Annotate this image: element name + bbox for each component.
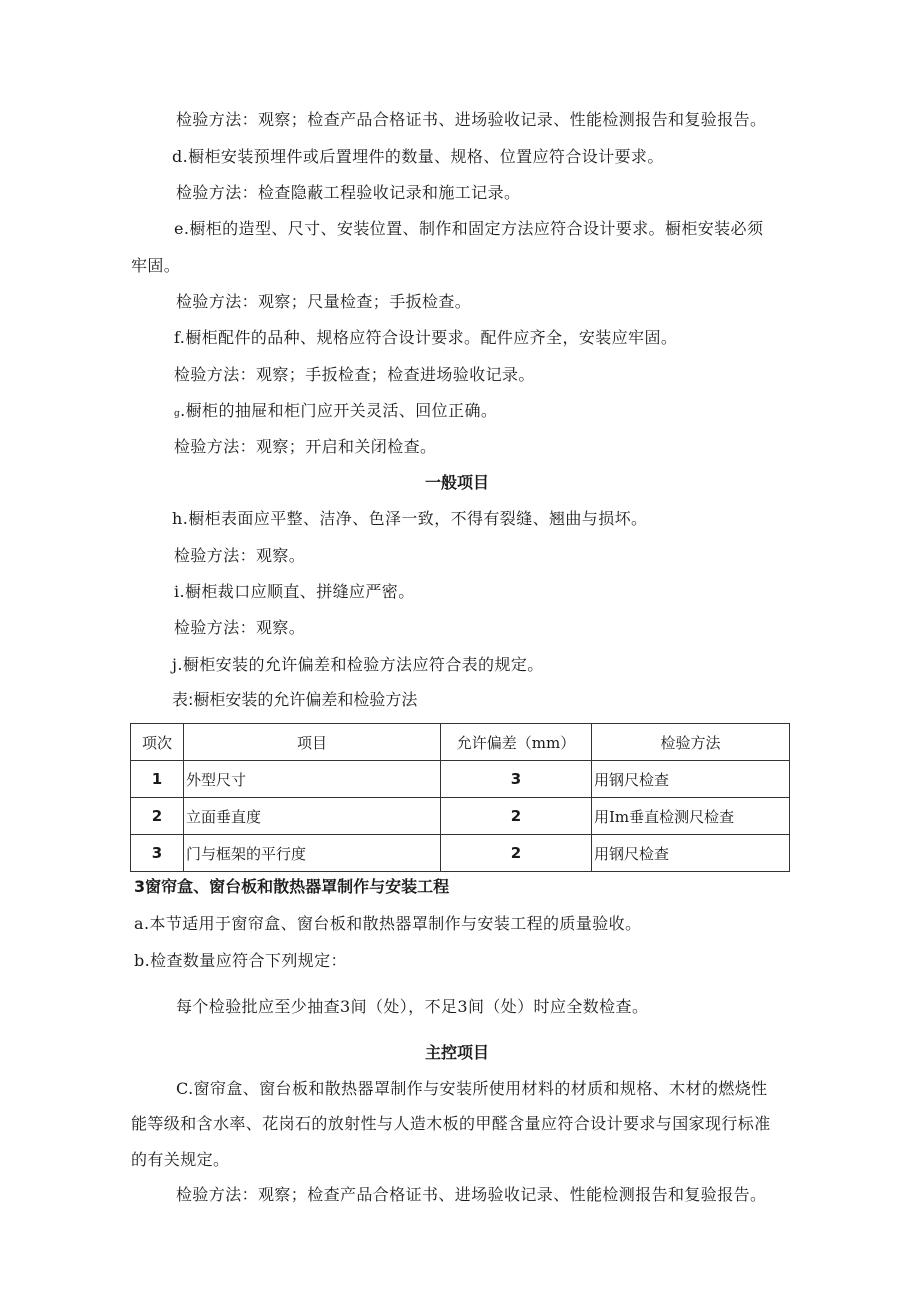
text-line: 每个检验批应至少抽查3间（处），不足3间（处）时应全数检查。 <box>176 997 649 1016</box>
text-line: 的有关规定。 <box>131 1150 230 1169</box>
table-cell: 门与框架的平行度 <box>184 835 441 872</box>
section-heading-main: 主控项目 <box>425 1043 490 1062</box>
text-line: b.检查数量应符合下列规定： <box>134 951 347 970</box>
table-row <box>131 835 790 872</box>
text-line: 检验方法：观察。 <box>174 546 306 565</box>
text-line: 能等级和含水率、花岗石的放射性与人造木板的甲醛含量应符合设计要求与国家现行标准 <box>131 1114 771 1133</box>
table-cell: 用钢尺检查 <box>592 835 790 872</box>
table-cell: 外型尺寸 <box>184 761 441 798</box>
table-row <box>131 798 790 835</box>
table-cell: 3 <box>441 761 592 798</box>
table-cell: 立面垂直度 <box>184 798 441 835</box>
table-title: 表:橱柜安装的允许偏差和检验方法 <box>172 690 418 709</box>
header-cell: 项目 <box>184 724 441 761</box>
header-cell: 检验方法 <box>592 724 790 761</box>
text-line: C.窗帘盒、窗台板和散热器罩制作与安装所使用材料的材质和规格、木材的燃烧性 <box>176 1079 768 1098</box>
text-line: 检验方法：检查隐蔽工程验收记录和施工记录。 <box>176 183 521 202</box>
text-line: d.橱柜安装预埋件或后置埋件的数量、规格、位置应符合设计要求。 <box>172 147 664 166</box>
table-cell: 3 <box>131 835 184 872</box>
text-line: 检验方法：观察；检查产品合格证书、进场验收记录、性能检测报告和复验报告。 <box>176 110 767 129</box>
item-letter: g <box>174 409 181 419</box>
text-line: e.橱柜的造型、尺寸、安装位置、制作和固定方法应符合设计要求。橱柜安装必须 <box>174 219 764 238</box>
text-line: f.橱柜配件的品种、规格应符合设计要求。配件应齐全，安装应牢固。 <box>174 328 678 347</box>
table-cell: 用钢尺检查 <box>592 761 790 798</box>
text-line: j.橱柜安装的允许偏差和检验方法应符合表的规定。 <box>172 655 544 674</box>
table-cell: 2 <box>131 798 184 835</box>
section-heading-3: 3窗帘盒、窗台板和散热器罩制作与安装工程 <box>134 877 450 896</box>
text-line: 检验方法：观察；检查产品合格证书、进场验收记录、性能检测报告和复验报告。 <box>176 1185 767 1204</box>
tolerance-table <box>130 723 790 872</box>
section-heading-general: 一般项目 <box>425 473 490 492</box>
text-line: h.橱柜表面应平整、洁净、色泽一致，不得有裂缝、翘曲与损坏。 <box>172 509 648 528</box>
header-cell: 允许偏差（mm） <box>441 724 592 761</box>
text-line <box>174 400 497 425</box>
text-line: 检验方法：观察；开启和关闭检查。 <box>174 437 437 456</box>
table-header-row <box>131 724 790 761</box>
text-line: a.本节适用于窗帘盒、窗台板和散热器罩制作与安装工程的质量验收。 <box>134 914 642 933</box>
table-cell: 2 <box>441 798 592 835</box>
text-line: 牢固。 <box>131 256 181 275</box>
text-line: i.橱柜裁口应顺直、拼缝应严密。 <box>174 582 415 601</box>
table-cell: 2 <box>441 835 592 872</box>
table-row <box>131 761 790 798</box>
text-line: 检验方法：观察；尺量检查；手扳检查。 <box>176 292 472 311</box>
table-cell: 用Im垂直检测尺检查 <box>592 798 790 835</box>
text-line: 检验方法：观察。 <box>174 618 306 637</box>
text-line: 检验方法：观察；手扳检查；检查进场验收记录。 <box>174 365 535 384</box>
header-cell: 项次 <box>131 724 184 761</box>
text-content: .橱柜的抽屉和柜门应开关灵活、回位正确。 <box>180 401 498 420</box>
table-cell: 1 <box>131 761 184 798</box>
